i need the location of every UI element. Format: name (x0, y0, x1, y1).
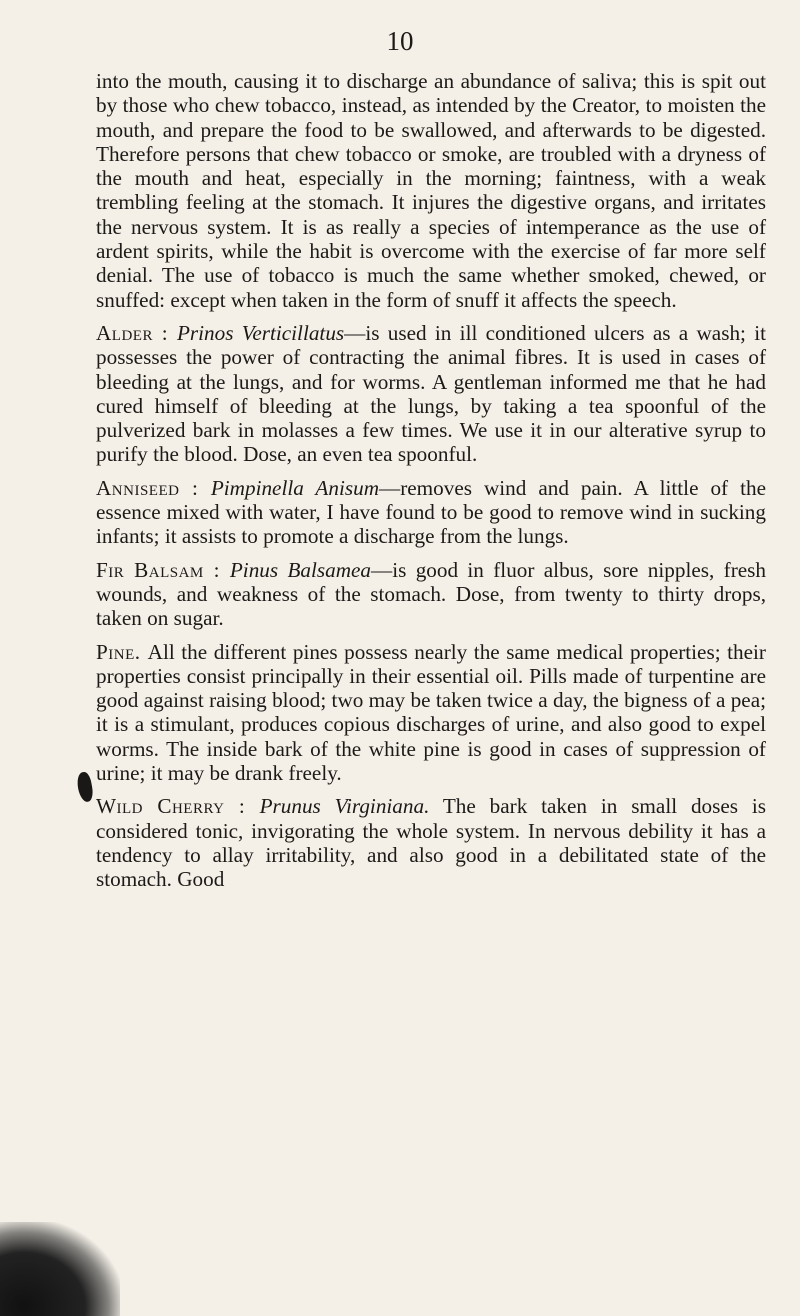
entry-latin-name: Prinos Verticillatus (176, 320, 345, 345)
ink-blot-mark (76, 771, 95, 803)
entry-latin-name: Prunus Virginiana. (259, 794, 430, 819)
paragraph-tobacco (96, 69, 766, 312)
entry-heading: Pine. (96, 639, 148, 664)
page-corner-stain (0, 1222, 120, 1316)
entry-body: —is good in fluor albus, sore nipples, fresh wounds, and weakness of the stomach. Dose, from twenty to thirty drops, taken on sugar. (96, 557, 766, 631)
entry-body: —is used in ill conditioned ulcers as a wash; it possesses the power of contracting the animal fibres. It is used in cases of bleeding at the lungs, and for worms. A gentleman informed me that he had cured himself of bleeding at the lungs, by taking a tea spoonful of the pulverized bark in molasses a few times. We use it in our alterative syrup to purify the blood. Dose, an even tea spoonful. (96, 320, 766, 467)
entry-body: —removes wind and pain. A little of the essence mixed with water, I have found to be good to remove wind in sucking infants; it assists to promote a discharge from the lungs. (96, 475, 766, 549)
entry-alder (96, 321, 766, 467)
entry-wild-cherry (96, 794, 766, 891)
entry-heading: Alder : (96, 320, 177, 345)
entry-latin-name: Pimpinella Anisum (210, 475, 379, 500)
entry-body: All the different pines possess nearly the same medical properties; their properties consist principally in their essential oil. Pills made of turpentine are good against raising blood; two may be taken twice a day, the bigness of a pea; it is a stimulant, produces copious discharges of urine, and also good to expel worms. The inside bark of the white pine is good in cases of suppression of urine; it may be drank freely. (96, 639, 766, 786)
entry-heading: Fir Balsam : (96, 557, 230, 582)
entry-heading: Anniseed : (96, 475, 211, 500)
entry-latin-name: Pinus Balsamea (229, 557, 372, 582)
page-body (96, 69, 766, 901)
entry-anniseed (96, 476, 766, 549)
entry-pine (96, 640, 766, 786)
entry-heading: Wild Cherry : (96, 794, 260, 819)
page-number: 10 (386, 26, 414, 56)
paragraph-body: into the mouth, causing it to discharge an abundance of saliva; this is spit out by those who chew tobacco, instead, as intended by the Creator, to moisten the mouth, and prepare the food to be swallowed, and afterwards to be digested. Therefore persons that chew tobacco or smoke, are troubled with a dryness of the mouth and heat, especially in the morning; faintness, with a weak trembling feeling at the stomach. It injures the digestive organs, and irritates the nervous system. It is as really a species of intemperance as the use of ardent spirits, while the habit is overcome with the exercise of far more self denial. The use of tobacco is much the same whether smoked, chewed, or snuffed: except when taken in the form of snuff it affects the speech. (96, 69, 766, 312)
entry-fir-balsam (96, 558, 766, 631)
entry-body: The bark taken in small doses is considered tonic, invigorating the whole system. In nervous debility it has a tendency to allay irritability, and also good in a debilitated state of the stomach. Good (96, 794, 767, 892)
